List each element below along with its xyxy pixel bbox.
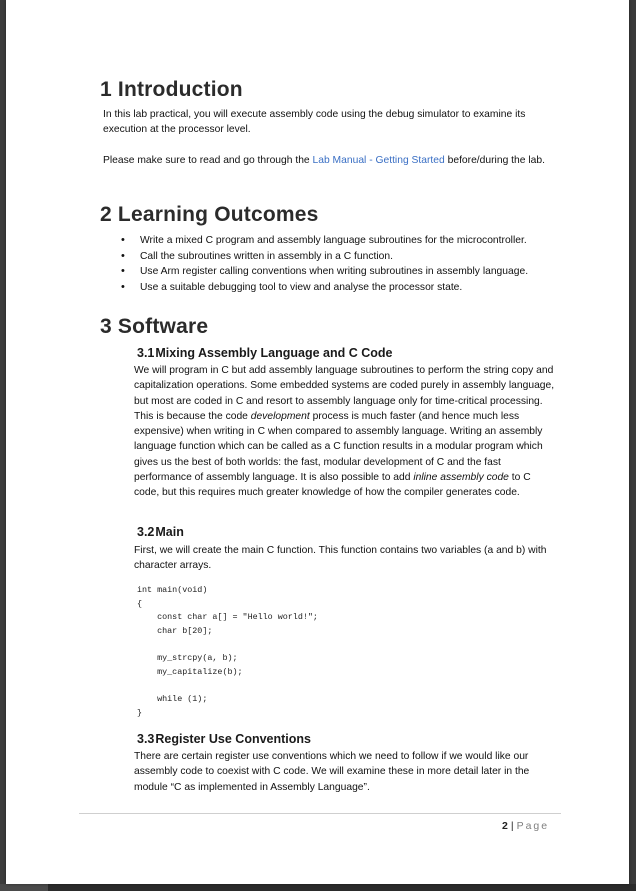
section-heading-software: 3 Software (100, 315, 209, 338)
intro-note-text-end: before/during the lab. (444, 155, 545, 166)
list-item: • Write a mixed C program and assembly language subroutines for the microcontroller. (116, 233, 528, 249)
subsection-title: Register Use Conventions (155, 732, 311, 746)
list-item: • Use a suitable debugging tool to view and analyse the processor state. (116, 280, 528, 296)
subsection-heading-register-conventions (137, 732, 311, 746)
intro-note-text: Please make sure to read and go through the (103, 155, 313, 166)
subsection-heading-main (137, 525, 184, 539)
code-block: int main(void) { const char a[] = "Hello world!"; char b[20]; my_strcpy(a, b); my_capitalize(b); while (1); } (137, 585, 318, 718)
subsection-title: Mixing Assembly Language and C Code (155, 346, 393, 360)
register-paragraph: There are certain register use conventions which we need to follow if we would like our assembly code to coexist with C code. We will examine these in more detail later in the module “C as implemented in Assembly Language”. (134, 751, 530, 793)
section-heading-learning-outcomes: 2 Learning Outcomes (100, 203, 319, 226)
page-number: 2 (502, 820, 508, 832)
mixing-paragraph (134, 363, 558, 501)
mixing-text-3: to C code, but this requires much greater knowledge of how the compiler generates code. (134, 472, 531, 499)
page-footer (502, 820, 549, 832)
subsection-title: Main (155, 525, 184, 539)
intro-paragraph: In this lab practical, you will execute assembly code using the debug simulator to examine its execution at the processor level. (103, 109, 526, 136)
mixing-text-1: We will program in C but add assembly language subroutines to perform the string copy and capitalization operations. Some embedded systems are coded purely in assembly language, but most are coded in C and resort to assembly language only for time-critical processing. This is because the code (134, 365, 555, 422)
subsection-heading-mixing (137, 346, 392, 360)
subsection-number: 3.2 (137, 525, 155, 539)
section-heading-introduction: 1 Introduction (100, 78, 243, 101)
list-item: • Call the subroutines written in assembly in a C function. (116, 249, 528, 265)
list-item: • Use Arm register calling conventions when writing subroutines in assembly language. (116, 264, 528, 280)
subsection-number: 3.3 (137, 732, 155, 746)
footer-separator: | (510, 820, 514, 832)
document-page (6, 0, 629, 884)
footer-divider (79, 813, 561, 814)
window-bottom-bar (0, 884, 636, 891)
footer-page-label: Page (516, 820, 550, 832)
lab-manual-link[interactable]: Lab Manual - Getting Started (312, 155, 445, 166)
mixing-text-2: process is much faster (and hence much less expensive) when writing in C when compared to assembly language. Writing an assembly language function which can be called as a C function results in a modular program which gives us the best of both worlds: the fast, modular development of C and the fast performance of assembly language. It is also possible to add (134, 410, 543, 484)
mixing-emphasis-inline-assembly: inline assembly code (413, 472, 509, 484)
mixing-emphasis-development: development (250, 410, 310, 422)
status-segment (0, 884, 48, 891)
main-paragraph: First, we will create the main C function. This function contains two variables (a and b) with character arrays. (134, 545, 547, 572)
learning-outcomes-list (116, 233, 528, 295)
intro-note-paragraph (103, 153, 548, 168)
subsection-number: 3.1 (137, 346, 155, 360)
scrollbar-edge (629, 0, 636, 884)
